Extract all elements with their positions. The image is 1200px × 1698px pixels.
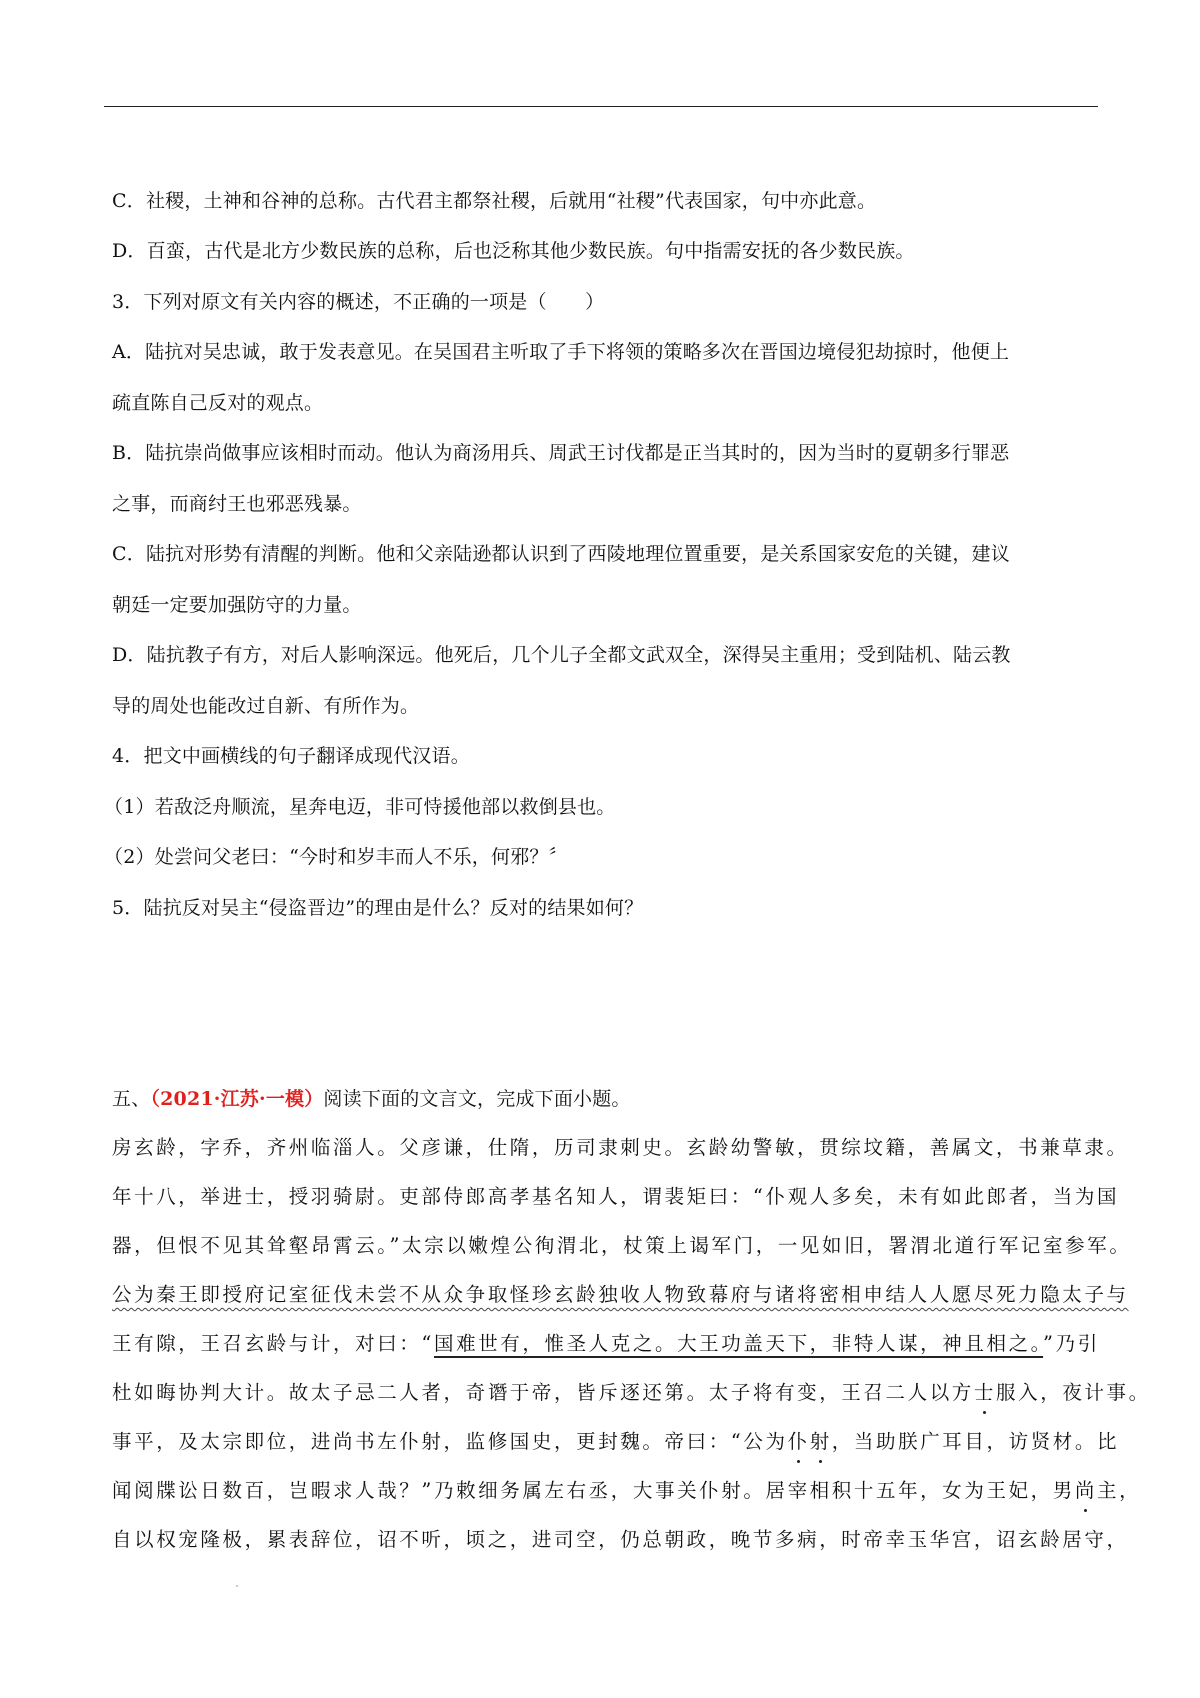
footer-mark [236, 1585, 238, 1587]
q3-option-b-line2: 之事，而商纣王也邪恶残暴。 [112, 493, 362, 515]
passage-line-6-end: 服入，夜计事。 [996, 1381, 1151, 1404]
dotted-char-shi: 士 [973, 1381, 997, 1404]
passage-line-8-end: 主， [1096, 1479, 1142, 1502]
passage-line-7 [112, 1430, 1119, 1454]
q4-sentence-1: （1）若敌泛舟顺流，星奔电迈，非可恃援他部以救倒县也。 [104, 796, 616, 818]
q3-option-c-line2: 朝廷一定要加强防守的力量。 [112, 594, 362, 616]
q3-option-c-line1: C．陆抗对形势有清醒的判断。他和父亲陆逊都认识到了西陵地理位置重要，是关系国家安危的关键，建议 [112, 543, 1010, 565]
q4-stem: 4．把文中画横线的句子翻译成现代汉语。 [112, 745, 470, 767]
wavy-underlined-text: 公为秦王即授府记室征伐未尝不从众争取怪珍玄龄独收人物致幕府与诸将密相申结人人愿尽死力隐太子与 [112, 1283, 1129, 1306]
section-5-source: （2021·江苏·一模） [150, 1088, 324, 1110]
q2-option-d: D．百蛮，古代是北方少数民族的总称，后也泛称其他少数民族。句中指需安抚的各少数民族。 [112, 240, 915, 262]
passage-line-1: 房玄龄，字乔，齐州临淄人。父彦谦，仕隋，历司隶刺史。玄龄幼警敏，贯综坟籍，善属文，书兼草隶。 [112, 1136, 1129, 1159]
q3-option-a-line2: 疏直陈自己反对的观点。 [112, 392, 324, 414]
q3-stem: 3．下列对原文有关内容的概述，不正确的一项是（ ） [112, 291, 605, 313]
passage-line-8 [112, 1479, 1141, 1503]
passage-line-7-start: 事平，及太宗即位，进尚书左仆射，监修国史，更封魏。帝曰：“公为 [112, 1430, 788, 1453]
section-5-instruction: 阅读下面的文言文，完成下面小题。 [323, 1088, 631, 1110]
dotted-char-ye: 射 [809, 1430, 832, 1453]
passage-line-6-start: 杜如晦协判大计。故太子忌二人者，奇谮于帝，皆斥逐还第。太子将有变，王召二人以方 [112, 1381, 974, 1404]
passage-line-2: 年十八，举进士，授羽骑尉。吏部侍郎高孝基名知人，谓裴矩曰：“仆观人多矣，未有如此郎者，当为国 [112, 1185, 1120, 1208]
passage-line-4-wavy [112, 1283, 1129, 1307]
q3-option-b-line1: B．陆抗崇尚做事应该相时而动。他认为商汤用兵、周武王讨伐都是正当其时的，因为当时的夏朝多行罪恶 [112, 442, 1010, 464]
dotted-char-shang: 尚 [1074, 1479, 1097, 1502]
q3-option-d-line2: 导的周处也能改过自新、有所作为。 [112, 695, 420, 717]
passage-line-5-end: ”乃引 [1043, 1332, 1100, 1355]
passage-line-3: 器，但恨不见其耸壑昂霄云。”太宗以嫩煌公徇渭北，杖策上谒军门，一见如旧，署渭北道行军记室参军。 [112, 1234, 1132, 1257]
underlined-sentence: 国难世有，惟圣人克之。大王功盖天下，非特人谋，神且相之。 [433, 1332, 1044, 1355]
dotted-char-pu: 仆 [787, 1430, 810, 1453]
q3-option-a-line1: A．陆抗对吴忠诚，敢于发表意见。在吴国君主听取了手下将领的策略多次在晋国边境侵犯劫掠时，他便上 [112, 341, 1010, 363]
q4-sentence-2: （2）处尝问父老曰：“今时和岁丰而人不乐，何邪？〞 [104, 846, 568, 868]
passage-line-8-start: 闻阅牒讼日数百，岂暇求人哉？”乃敕细务属左右丞，大事关仆射。居宰相积十五年，女为王妃，男 [112, 1479, 1075, 1502]
section-5-prefix: 五、 [112, 1088, 151, 1110]
passage-line-5 [112, 1332, 1100, 1356]
passage-line-5-start: 王有隙，王召玄龄与计，对曰：“ [112, 1332, 434, 1355]
q5-stem: 5．陆抗反对吴主“侵盗晋边”的理由是什么？反对的结果如何？ [112, 897, 644, 919]
passage-line-7-end: ，当助朕广耳目，访贤材。比 [831, 1430, 1120, 1453]
passage-line-9: 自以权宠隆极，累表辞位，诏不听，顷之，进司空，仍总朝政，晚节多病，时帝幸玉华宫，诏玄龄居守， [112, 1528, 1129, 1551]
header-rule [104, 106, 1098, 107]
section-5-heading [112, 1087, 631, 1111]
passage-line-6 [112, 1381, 1151, 1405]
q2-option-c: C．社稷，土神和谷神的总称。古代君主都祭社稷，后就用“社稷”代表国家，句中亦此意。 [112, 190, 877, 212]
q3-option-d-line1: D．陆抗教子有方，对后人影响深远。他死后，几个儿子全都文武双全，深得吴主重用；受到陆机、陆云教 [112, 644, 1011, 666]
